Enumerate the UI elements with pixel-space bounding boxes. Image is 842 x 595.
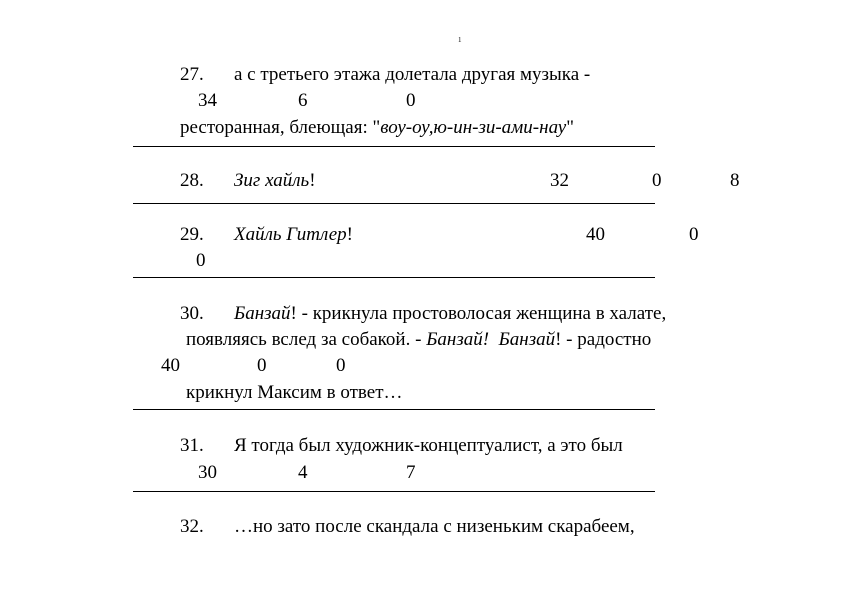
- entry-28-number: 28.: [180, 170, 204, 191]
- entry-28-value-3: 8: [730, 170, 740, 191]
- entry-31-value-1: 30: [198, 462, 217, 483]
- entry-28-value-2: 0: [652, 170, 662, 191]
- entry-28-value-1: 32: [550, 170, 569, 191]
- entry-29-value-1: 40: [586, 224, 605, 245]
- entry-27-value-2: 6: [298, 90, 308, 111]
- entry-27-text: а с третьего этажа долетала другая музыка -: [234, 64, 591, 85]
- separator-rule: [133, 491, 655, 492]
- entry-30-text-continued: появляясь вслед за собакой. - Банзай! Банзай! - радостно: [186, 329, 652, 350]
- separator-rule: [133, 277, 655, 278]
- separator-rule: [133, 146, 655, 147]
- entry-32-number: 32.: [180, 516, 204, 537]
- entry-30-text-end: крикнул Максим в ответ…: [186, 382, 403, 403]
- entry-29-text: Хайль Гитлер!: [234, 224, 353, 245]
- entry-31-text: Я тогда был художник-концептуалист, а это был: [234, 435, 623, 456]
- entry-28-text: Зиг хайль!: [234, 170, 316, 191]
- entry-29-number: 29.: [180, 224, 204, 245]
- entry-27-value-3: 0: [406, 90, 416, 111]
- entry-29-value-3: 0: [196, 250, 206, 271]
- entry-32-text: …но зато после скандала с низеньким скарабеем,: [234, 516, 635, 537]
- entry-31-number: 31.: [180, 435, 204, 456]
- entry-27-text-continued: ресторанная, блеющая: "воу-оу,ю-ин-зи-ами-нау": [180, 117, 575, 138]
- entry-31-value-3: 7: [406, 462, 416, 483]
- entry-30-value-1: 40: [161, 355, 180, 376]
- entry-27-number: 27.: [180, 64, 204, 85]
- entry-30-number: 30.: [180, 303, 204, 324]
- entry-29-value-2: 0: [689, 224, 699, 245]
- entry-30-text: Банзай! - крикнула простоволосая женщина в халате,: [234, 303, 667, 324]
- entry-30-value-3: 0: [336, 355, 346, 376]
- entry-27-value-1: 34: [198, 90, 217, 111]
- entry-30-value-2: 0: [257, 355, 267, 376]
- separator-rule: [133, 203, 655, 204]
- page-number: 1: [458, 36, 462, 44]
- separator-rule: [133, 409, 655, 410]
- entry-31-value-2: 4: [298, 462, 308, 483]
